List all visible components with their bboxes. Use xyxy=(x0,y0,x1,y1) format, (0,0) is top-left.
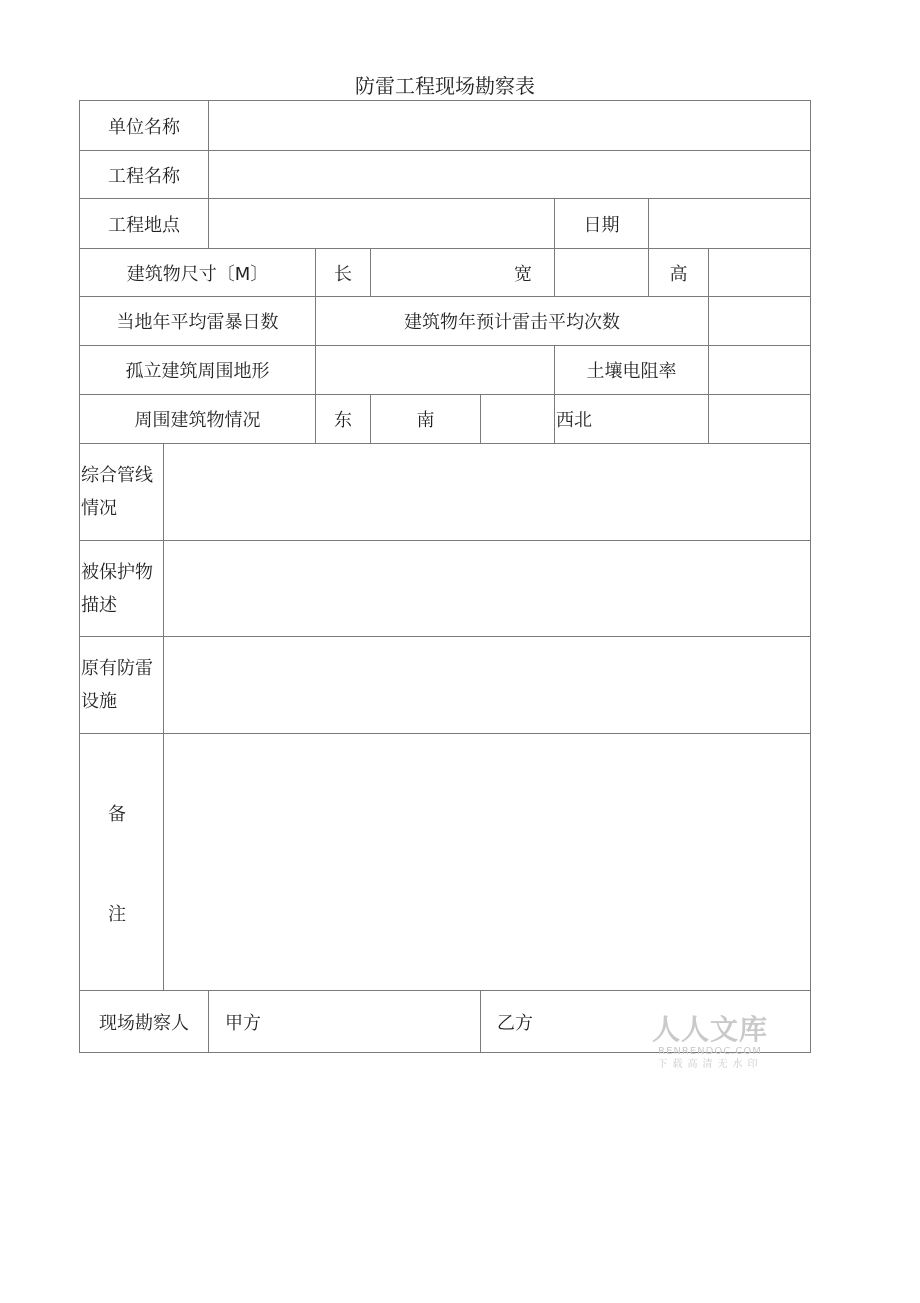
label-strike-count: 建筑物年预计雷击平均次数 xyxy=(316,297,709,346)
watermark-sub: 下载高清无水印 xyxy=(657,1059,763,1070)
label-unit-name: 单位名称 xyxy=(80,101,209,151)
remarks-char-1: 备 xyxy=(108,804,126,825)
input-date[interactable] xyxy=(649,199,811,249)
input-width[interactable] xyxy=(555,249,649,297)
input-remarks[interactable] xyxy=(164,734,811,991)
label-party-b[interactable]: 乙方 xyxy=(481,991,811,1053)
label-surveyor: 现场勘察人 xyxy=(80,991,209,1053)
input-existing-facilities[interactable] xyxy=(164,637,811,734)
input-protected-objects[interactable] xyxy=(164,541,811,637)
label-protected-objects: 被保护物描述 xyxy=(80,541,164,637)
label-remarks xyxy=(80,734,164,991)
label-project-location: 工程地点 xyxy=(80,199,209,249)
input-project-name[interactable] xyxy=(209,151,811,199)
label-south: 南 xyxy=(371,395,481,444)
row-project-name xyxy=(80,151,811,199)
label-party-a[interactable]: 甲方 xyxy=(209,991,481,1053)
input-strike-count[interactable] xyxy=(709,297,811,346)
row-pipelines xyxy=(80,444,811,541)
label-project-name: 工程名称 xyxy=(80,151,209,199)
row-terrain xyxy=(80,346,811,395)
label-pipelines: 综合管线情况 xyxy=(80,444,164,541)
input-south[interactable] xyxy=(481,395,555,444)
label-west-north: 西北 xyxy=(555,395,709,444)
input-pipelines[interactable] xyxy=(164,444,811,541)
row-project-location xyxy=(80,199,811,249)
label-width: 宽 xyxy=(371,249,555,297)
label-terrain: 孤立建筑周围地形 xyxy=(80,346,316,395)
remarks-char-2: 注 xyxy=(108,904,126,925)
label-surroundings: 周围建筑物情况 xyxy=(80,395,316,444)
page-title: 防雷工程现场勘察表 xyxy=(355,74,535,98)
label-date: 日期 xyxy=(555,199,649,249)
label-height: 高 xyxy=(649,249,709,297)
row-unit-name xyxy=(80,101,811,151)
label-soil-resistivity: 土壤电阻率 xyxy=(555,346,709,395)
input-west-north[interactable] xyxy=(709,395,811,444)
row-surroundings xyxy=(80,395,811,444)
input-unit-name[interactable] xyxy=(209,101,811,151)
row-building-size xyxy=(80,249,811,297)
row-thunderstorm xyxy=(80,297,811,346)
input-height[interactable] xyxy=(709,249,811,297)
watermark-logo xyxy=(640,1014,780,1072)
survey-table xyxy=(79,100,811,1053)
label-existing-facilities: 原有防雷设施 xyxy=(80,637,164,734)
label-thunderstorm-days: 当地年平均雷暴日数 xyxy=(80,297,316,346)
label-east: 东 xyxy=(316,395,371,444)
input-project-location[interactable] xyxy=(209,199,555,249)
row-protected-objects xyxy=(80,541,811,637)
label-building-size: 建筑物尺寸〔M〕 xyxy=(80,249,316,297)
row-existing-facilities xyxy=(80,637,811,734)
watermark-main: 人人文库 xyxy=(651,1013,768,1046)
watermark-site: RENRENDOC.COM xyxy=(658,1046,762,1057)
row-remarks xyxy=(80,734,811,991)
input-soil-resistivity[interactable] xyxy=(709,346,811,395)
input-terrain[interactable] xyxy=(316,346,555,395)
label-length: 长 xyxy=(316,249,371,297)
